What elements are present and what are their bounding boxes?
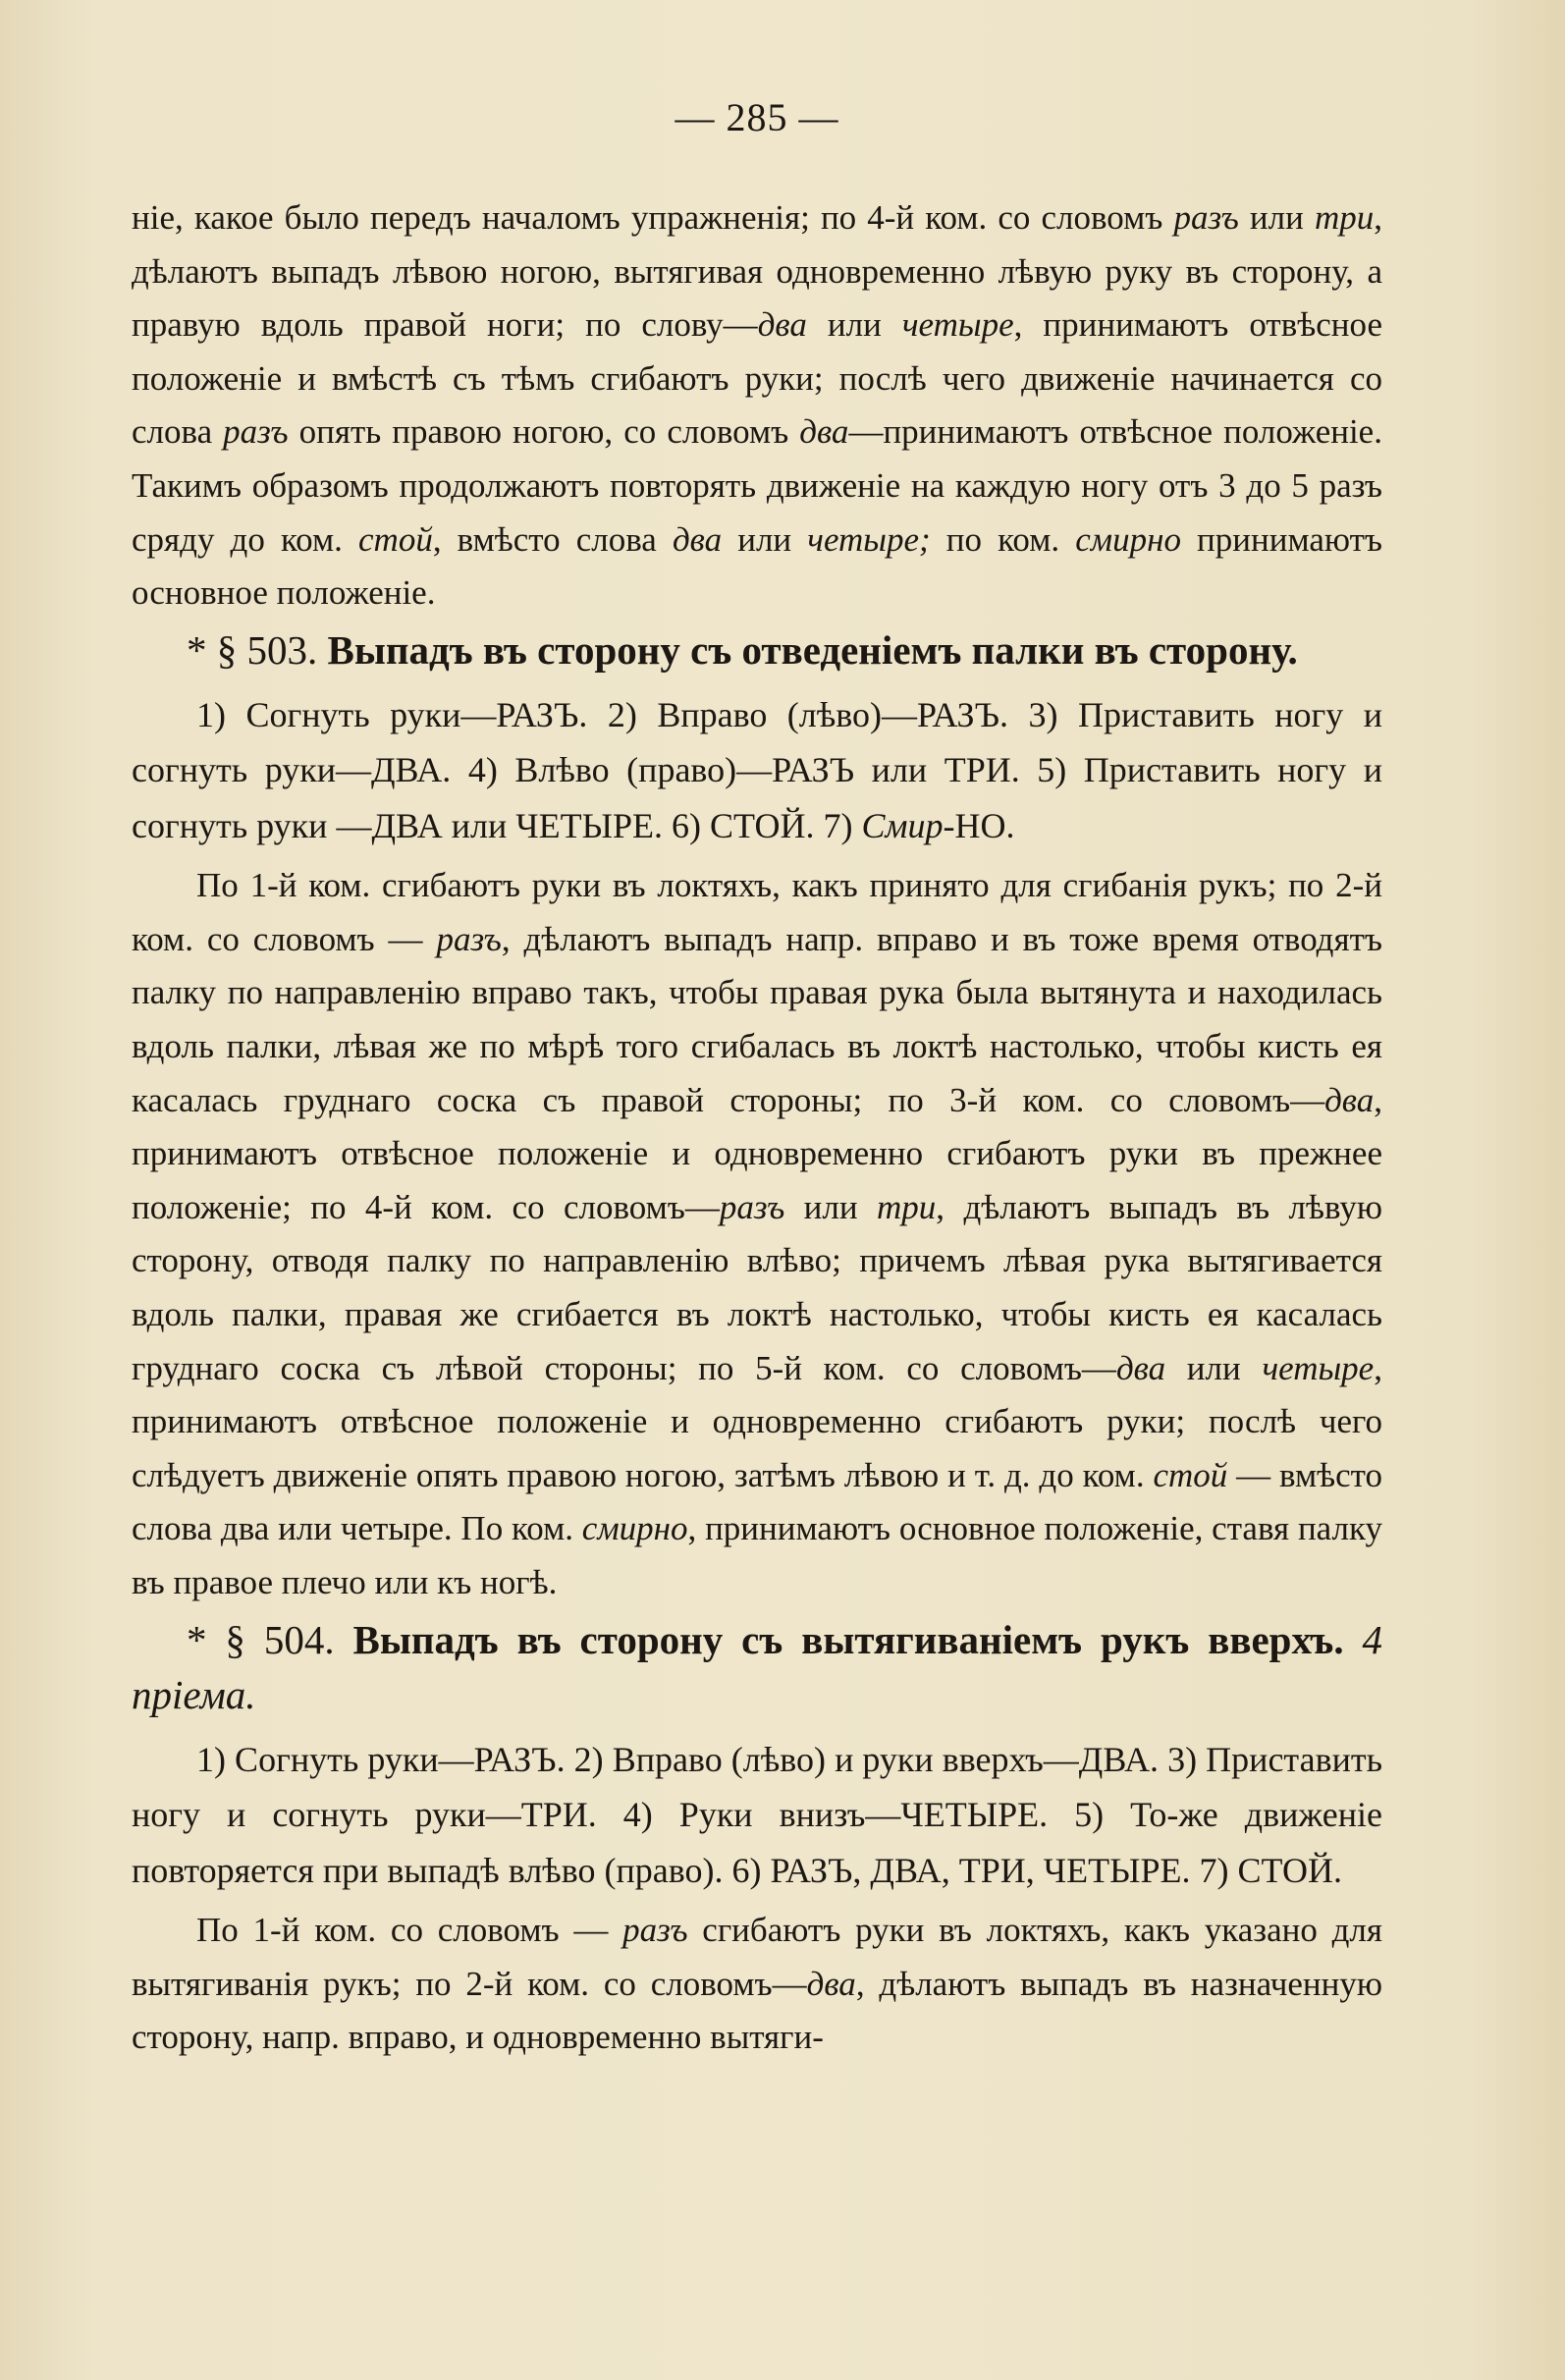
page-number: — 285 — <box>675 95 839 139</box>
text-run: -НО. <box>943 805 1015 845</box>
italic-word: два <box>1115 1348 1166 1387</box>
text-run: , принимаютъ основное положеніе, ставя палку въ правое плечо или къ ногѣ. <box>132 1509 1382 1601</box>
text-run: ніе, какое было передъ началомъ упражненія; по 4-й ком. со словомъ <box>132 198 1174 237</box>
text-run: По 1-й ком. со словомъ — <box>196 1911 623 1950</box>
text-run: сгибаютъ руки въ локтяхъ, какъ указано для вытягиванія рукъ; по 2-й ком. со словомъ— <box>132 1911 1383 2003</box>
italic-word: Смир <box>861 805 944 845</box>
italic-word: четыре <box>901 305 1014 345</box>
italic-word: разъ <box>1173 198 1239 237</box>
section-title: Выпадъ въ сторону съ вытягиваніемъ рукъ вверхъ. <box>352 1616 1344 1662</box>
italic-word: два <box>1324 1080 1375 1119</box>
text-run: или <box>1238 198 1315 237</box>
italic-word: два <box>799 412 849 452</box>
text-run: , дѣлаютъ выпадъ въ лѣвую сторону, отводя палку по направленію влѣво; причемъ лѣвая рука вытягивается вдоль палки, правая же сгибается въ локтѣ настолько, чтобы кисть ея касалась груднаго соска съ лѣвой стороны; по 5-й ком. со словомъ— <box>132 1187 1382 1387</box>
text-run: , принимаютъ отвѣсное положеніе и одновременно сгибаютъ руки; послѣ чего слѣдуетъ движеніе опять правою ногою, затѣмъ лѣвою и т. д. до ком. <box>132 1348 1382 1494</box>
text-run: , принимаютъ отвѣсное положеніе и одновременно сгибаютъ руки въ прежнее положеніе; по 4-й ком. со словомъ— <box>132 1080 1382 1226</box>
section-subtitle: 4 пріема. <box>132 1616 1383 1717</box>
section-503-commands <box>132 687 1382 854</box>
italic-word: четыре <box>1262 1348 1375 1387</box>
italic-word: разъ <box>622 1911 688 1950</box>
italic-word: два <box>757 305 807 345</box>
section-number: * § 503. <box>187 626 328 673</box>
text-run: или <box>784 1187 878 1226</box>
italic-word: два <box>806 1964 856 2003</box>
section-503-heading <box>132 622 1382 677</box>
italic-word: четыре; <box>807 519 931 559</box>
text-run: или <box>722 519 808 559</box>
italic-word: смирно <box>1075 519 1181 559</box>
italic-word: разъ <box>719 1187 785 1226</box>
italic-word: три <box>877 1187 937 1226</box>
italic-word: стой <box>358 519 433 559</box>
italic-word: разъ <box>436 919 502 958</box>
section-504-commands <box>132 1732 1382 1899</box>
text-run: , вмѣсто слова <box>432 519 673 559</box>
text-run: принимаютъ основное положеніе. <box>132 519 1382 613</box>
section-504-heading <box>132 1612 1382 1722</box>
section-503-description <box>132 859 1382 1609</box>
section-number: * § 504. <box>187 1616 353 1662</box>
italic-word: разъ <box>223 412 289 452</box>
paragraph-continued <box>132 191 1382 621</box>
text-run: 1) Согнуть руки—РАЗЪ. 2) Вправо (лѣво) и руки вверхъ—ДВА. 3) Приставить ногу и согнуть руки—ТРИ. 4) Руки внизъ—ЧЕТЫРЕ. 5) То-же движеніе повторяется при выпадѣ влѣво (право). 6) РАЗЪ, ДВА, ТРИ, ЧЕТЫРЕ. 7) СТОЙ. <box>132 1739 1382 1890</box>
text-run: , принимаютъ отвѣсное положеніе и вмѣстѣ съ тѣмъ сгибаютъ руки; послѣ чего движеніе начинается со слова <box>132 305 1382 452</box>
text-run: опять правою ногою, со словомъ <box>288 412 800 452</box>
text-run: По 1-й ком. сгибаютъ руки въ локтяхъ, какъ принято для сгибанія рукъ; по 2-й ком. со словомъ — <box>132 866 1382 958</box>
italic-word: стой <box>1153 1455 1228 1494</box>
text-run: —принимаютъ отвѣсное положеніе. Такимъ образомъ продолжаютъ повторять движеніе на каждую ногу отъ 3 до 5 разъ сряду до ком. <box>132 412 1382 559</box>
italic-word: три <box>1314 198 1375 237</box>
page-text <box>132 191 1382 2065</box>
section-504-description <box>132 1904 1382 2065</box>
text-run: — вмѣсто слова два или четыре. По ком. <box>132 1455 1382 1548</box>
italic-word: смирно <box>581 1509 688 1548</box>
text-run: , дѣлаютъ выпадъ въ назначенную сторону, напр. вправо, и одновременно вытяги- <box>132 1964 1383 2057</box>
text-run: по ком. <box>930 519 1076 559</box>
text-run: , дѣлаютъ выпадъ лѣвою ногою, вытягивая одновременно лѣвую руку въ сторону, а правую вдоль правой ноги; по слову— <box>132 198 1382 345</box>
text-run: , дѣлаютъ выпадъ напр. вправо и въ тоже время отводятъ палку по направленію вправо такъ, чтобы правая рука была вытянута и находилась вдоль палки, лѣвая же по мѣрѣ того сгибалась въ локтѣ настолько, чтобы кисть ея касалась груднаго соска съ правой стороны; по 3-й ком. со словомъ— <box>132 919 1382 1119</box>
text-run: 1) Согнуть руки—РАЗЪ. 2) Вправо (лѣво)—РАЗЪ. 3) Приставить ногу и согнуть руки—ДВА. 4) Влѣво (право)—РАЗЪ или ТРИ. 5) Приставить ногу и согнуть руки —ДВА или ЧЕТЫРЕ. 6) СТОЙ. 7) <box>132 694 1382 845</box>
text-run: или <box>806 305 902 345</box>
italic-word: два <box>672 519 723 559</box>
section-title: Выпадъ въ сторону съ отведеніемъ палки въ сторону. <box>327 626 1298 673</box>
text-run: или <box>1165 1348 1263 1387</box>
